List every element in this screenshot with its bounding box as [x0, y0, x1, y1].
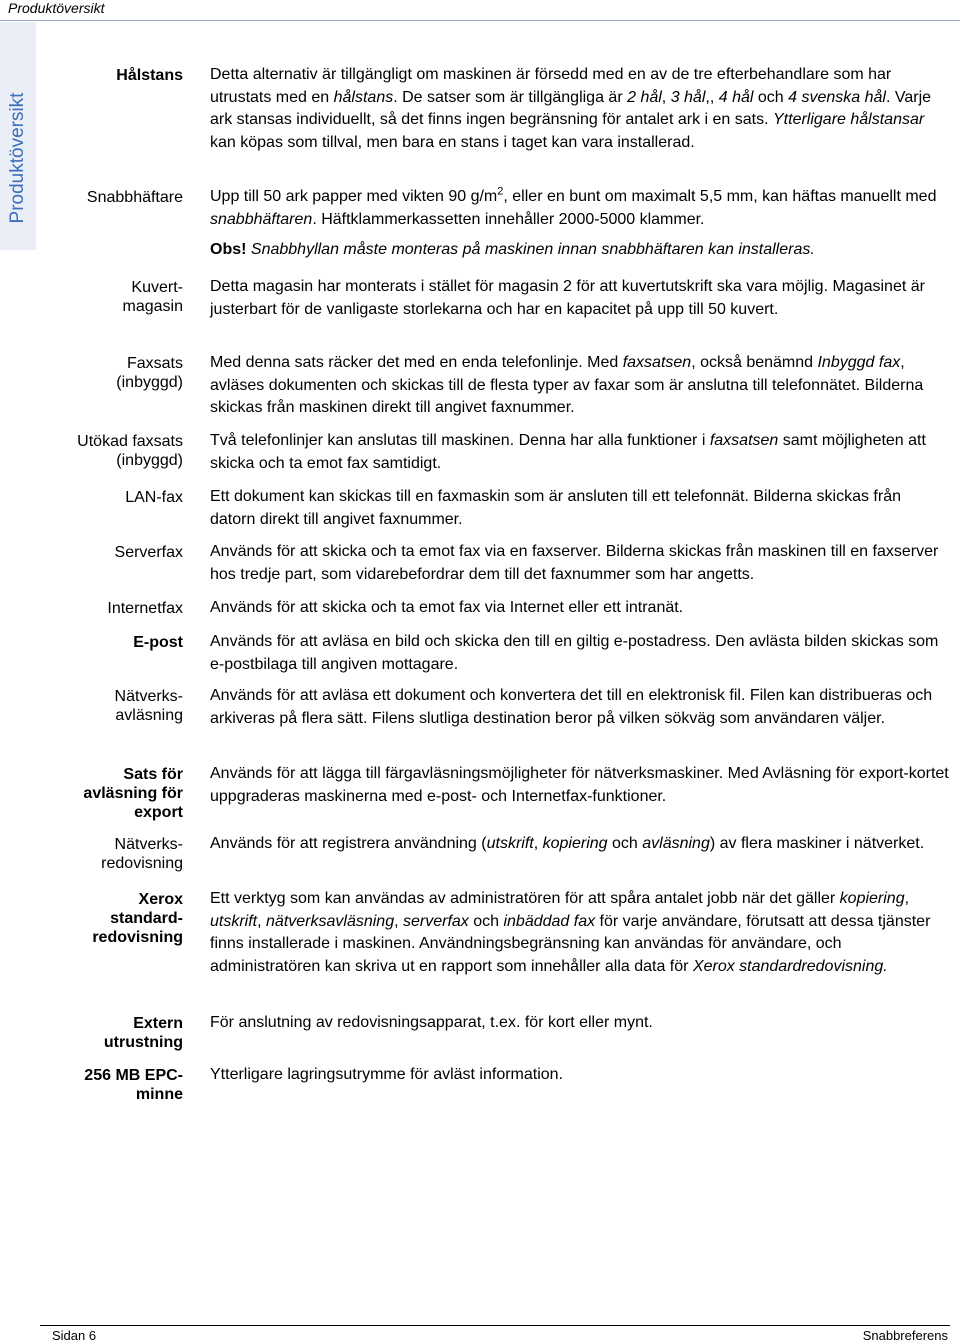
feature-term: Internetfax [107, 600, 183, 617]
feature-term: Utökad faxsats (inbyggd) [77, 433, 183, 469]
feature-description: Detta alternativ är tillgängligt om maskinen är försedd med en av de tre efterbehandlare som har utrustats med en hålstans. De satser som är tillgängliga är 2 hål, 3 hål,, 4 hål och 4 svenska hål. Varje ark stansas individuellt, så det finns ingen begränsning för antalet ark i en sats. Ytterligare hålstansar kan köpas som tillval, men bara en stans i taget kan vara installerad. [210, 66, 932, 151]
feature-description: Används för att registrera användning (utskrift, kopiering och avläsning) av flera maskiner i nätverket. [210, 835, 925, 852]
footer-rule [40, 1325, 950, 1326]
feature-term: Hålstans [116, 67, 183, 84]
side-tab-label: Produktöversikt [7, 92, 28, 224]
feature-term: Nätverks- redovisning [101, 836, 183, 872]
feature-term: Nätverks- avläsning [114, 688, 183, 724]
feature-description: Används för att skicka och ta emot fax via Internet eller ett intranät. [210, 599, 684, 616]
feature-description: För anslutning av redovisningsapparat, t.ex. för kort eller mynt. [210, 1014, 653, 1031]
feature-term: 256 MB EPC- minne [84, 1067, 183, 1103]
feature-term: Extern utrustning [103, 1015, 183, 1051]
feature-term: E-post [133, 634, 183, 651]
page-number: Sidan 6 [52, 1328, 97, 1343]
feature-term: Xerox standard- redovisning [92, 891, 183, 946]
feature-description: Används för att skicka och ta emot fax via en faxserver. Bilderna skickas från maskinen till en faxserver hos tredje part, som vidarebefordrar dem till det faxnummer som har angetts. [210, 543, 939, 583]
feature-description: Ytterligare lagringsutrymme för avläst information. [210, 1066, 564, 1083]
feature-term: Serverfax [114, 544, 183, 561]
feature-description: Används för att avläsa ett dokument och konvertera det till en elektronisk fil. Filen kan distribueras och arkiveras på flera sätt. Filens slutliga destination beror på vilken sökväg som användaren väljer. [210, 687, 933, 727]
section-side-tab [0, 22, 36, 250]
running-header: Produktöversikt [8, 0, 105, 16]
feature-term: Faxsats (inbyggd) [116, 355, 183, 391]
feature-description: Används för att avläsa en bild och skicka den till en giltig e-postadress. Den avlästa bilden skickas som e-postbilaga till angiven mottagare. [210, 633, 939, 673]
feature-description: Detta magasin har monterats i stället för magasin 2 för att kuvertutskrift ska vara möjlig. Magasinet är justerbart för de vanligaste storlekarna och har en kapacitet på upp till 50 kuvert. [210, 278, 925, 318]
feature-description: Används för att lägga till färgavläsningsmöjligheter för nätverksmaskiner. Med Avläsning för export-kortet uppgraderas maskinerna med e-post- och Internetfax-funktioner. [210, 765, 949, 805]
feature-description: Två telefonlinjer kan anslutas till maskinen. Denna har alla funktioner i faxsatsen samt möjligheten att skicka och ta emot fax samtidigt. [210, 432, 926, 472]
feature-term: LAN-fax [125, 489, 183, 506]
footer-title: Snabbreferens [862, 1328, 948, 1343]
feature-description: Med denna sats räcker det med en enda telefonlinje. Med faxsatsen, också benämnd Inbyggd fax, avläses dokumenten och skickas till de flesta typer av faxar som är anslutna till telefonnätet. Bilderna skickas från maskinen direkt till angivet faxnummer. [210, 354, 924, 416]
feature-description: Ett verktyg som kan användas av administratören för att spåra antalet jobb när det gäller kopiering, utskrift, nätverksavläsning, serverfax och inbäddad fax för varje användare, förutsatt att dessa tjänster finns installerade i maskinen. Användningsbegränsning kan användas för användare, och administratören kan skriva ut en rapport som innehåller alla data för Xerox standardredovisning. [210, 890, 931, 975]
header-rule [0, 20, 960, 21]
feature-description: Upp till 50 ark papper med vikten 90 $g/m^2$, eller en bunt om maximalt 5,5 mm, kan häftas manuellt med snabbhäftaren. Häftklammerkassetten innehåller 2000-5000 klammer. Obs! Snabbhyllan måste monteras på maskinen innan snabbhäftaren kan installeras. [210, 185, 937, 258]
feature-term: Sats för avläsning för export [83, 766, 183, 821]
feature-description: Ett dokument kan skickas till en faxmaskin som är ansluten till ett telefonnät. Bilderna skickas från datorn direkt till angivet faxnummer. [210, 488, 901, 528]
feature-term: Snabbhäftare [86, 189, 183, 206]
feature-term: Kuvert- magasin [122, 279, 183, 315]
